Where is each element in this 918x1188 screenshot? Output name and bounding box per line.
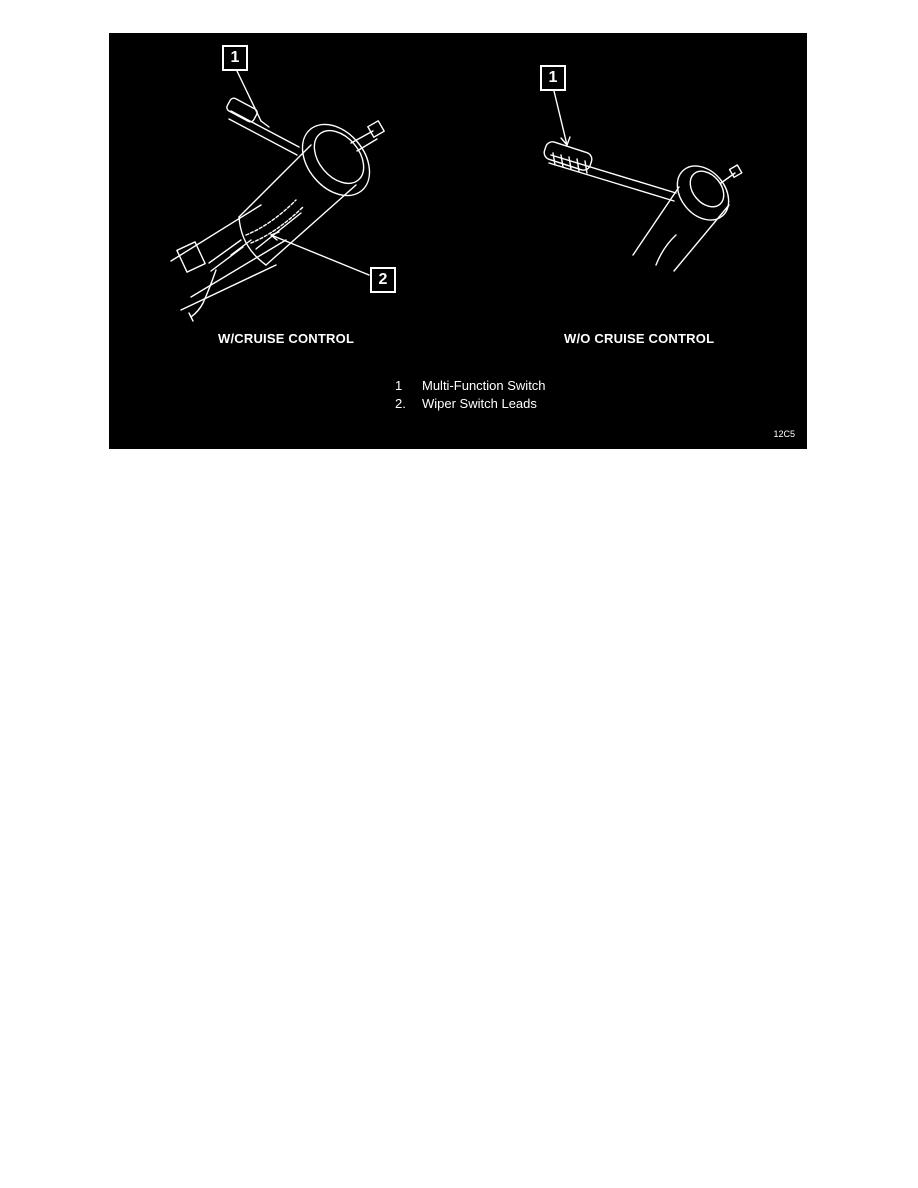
diagram-figure xyxy=(109,33,807,449)
legend-label: Multi-Function Switch xyxy=(422,378,546,393)
legend xyxy=(395,377,546,413)
legend-item xyxy=(395,377,546,395)
figure-code: 12C5 xyxy=(773,429,795,439)
callout-1-right: 1 xyxy=(540,65,566,91)
left-steering-column xyxy=(171,71,384,321)
caption-with-cruise-control: W/CRUISE CONTROL xyxy=(218,331,355,346)
right-steering-column xyxy=(542,91,741,271)
callout-1-left: 1 xyxy=(222,45,248,71)
legend-label: Wiper Switch Leads xyxy=(422,396,537,411)
caption-without-cruise-control: W/O CRUISE CONTROL xyxy=(564,331,715,346)
callout-2-left: 2 xyxy=(370,267,396,293)
legend-item xyxy=(395,395,546,413)
legend-number: 1 xyxy=(395,378,403,393)
legend-number: 2. xyxy=(395,396,406,411)
